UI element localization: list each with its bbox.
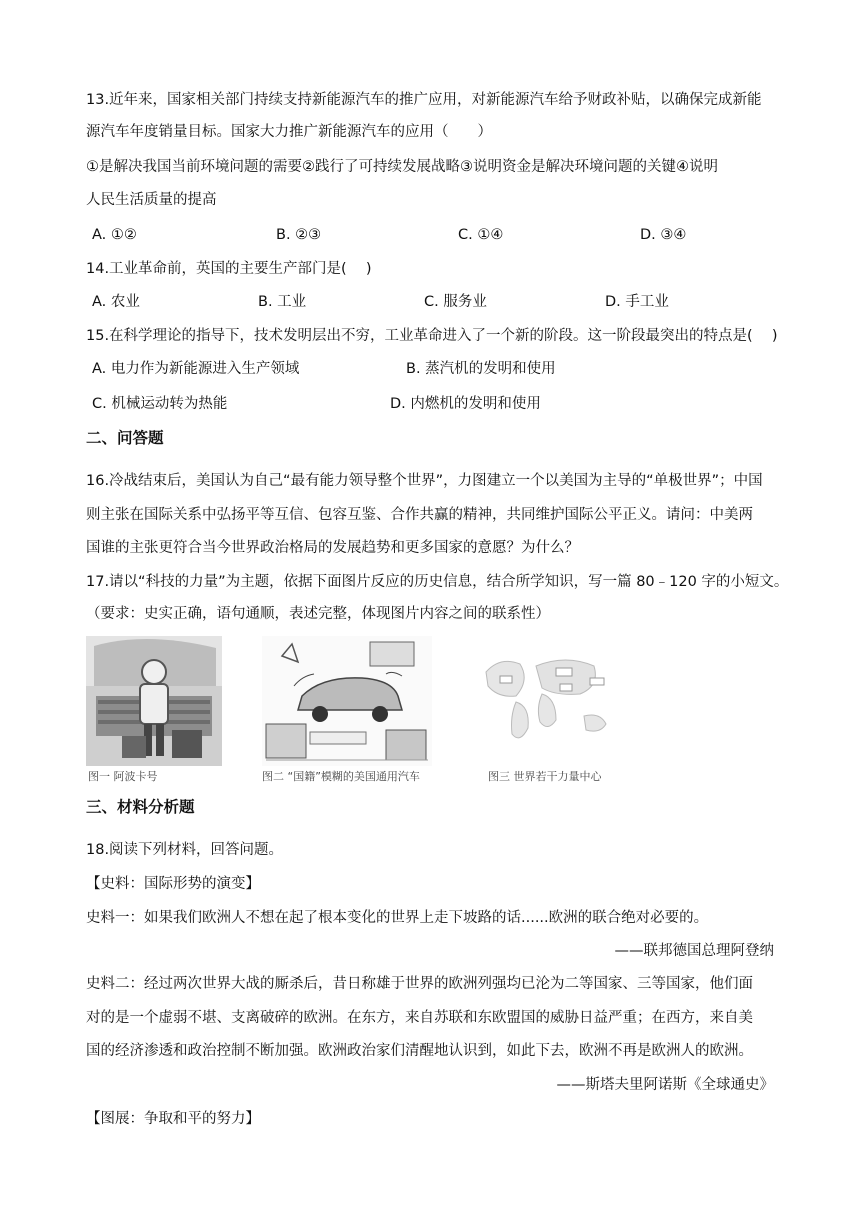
figure-1-caption: 图一 阿波卡号 bbox=[88, 770, 158, 783]
q18-stem: 18.阅读下列材料，回答问题。 bbox=[86, 842, 284, 858]
q13-statements-line1: ①是解决我国当前环境问题的需要②践行了可持续发展战略③说明资金是解决环境问题的关键④说明 bbox=[86, 159, 718, 175]
section-heading-material-analysis: 三、材料分析题 bbox=[86, 798, 195, 816]
figure-1-astronaut-photo bbox=[86, 636, 222, 784]
q18-source-1: 史料一：如果我们欧洲人不想在起了根本变化的世界上走下坡路的话......欧洲的联合绝对必要的。 bbox=[86, 910, 709, 926]
q15-option-a[interactable]: A. 电力作为新能源进入生产领域 bbox=[92, 361, 300, 377]
q14-stem: 14.工业革命前，英国的主要生产部门是( ) bbox=[86, 261, 372, 277]
section-heading-qa: 二、问答题 bbox=[86, 429, 164, 447]
q13-option-d[interactable]: D. ③④ bbox=[640, 227, 687, 243]
q16-stem-line3: 国谁的主张更符合当今世界政治格局的发展趋势和更多国家的意愿？为什么？ bbox=[86, 540, 579, 556]
figure-2-car-diagram bbox=[262, 636, 432, 784]
q18-source-1-attribution: ——联邦德国总理阿登纳 bbox=[614, 943, 774, 959]
figure-3-caption: 图三 世界若干力量中心 bbox=[488, 770, 602, 783]
q18-source-2-line2: 对的是一个虚弱不堪、支离破碎的欧洲。在东方，来自苏联和东欧盟国的威胁日益严重；在西方，来自美 bbox=[86, 1010, 753, 1026]
q15-option-b[interactable]: B. 蒸汽机的发明和使用 bbox=[406, 361, 556, 377]
q18-material-tag-2: 【图展：争取和平的努力】 bbox=[86, 1111, 260, 1127]
figure-2-caption: 图二 “国籍”模糊的美国通用汽车 bbox=[262, 770, 420, 783]
q14-option-d[interactable]: D. 手工业 bbox=[605, 294, 669, 310]
q14-option-b[interactable]: B. 工业 bbox=[258, 294, 307, 310]
q18-source-2-line3: 国的经济渗透和政治控制不断加强。欧洲政治家们清醒地认识到，如此下去，欧洲不再是欧洲人的欧洲。 bbox=[86, 1043, 753, 1059]
q16-stem-line1: 16.冷战结束后，美国认为自己“最有能力领导整个世界”，力图建立一个以美国为主导的“单极世界”；中国 bbox=[86, 473, 763, 489]
q13-stem-line2: 源汽车年度销量目标。国家大力推广新能源汽车的应用（ ） bbox=[86, 124, 492, 140]
q17-stem-line1: 17.请以“科技的力量”为主题，依据下面图片反应的历史信息，结合所学知识，写一篇 80﹣120 字的小短文。 bbox=[86, 574, 789, 590]
q13-statements-line2: 人民生活质量的提高 bbox=[86, 192, 217, 208]
q15-option-c[interactable]: C. 机械运动转为热能 bbox=[92, 396, 228, 412]
q13-option-a[interactable]: A. ①② bbox=[92, 227, 137, 243]
q18-source-2-attribution: ——斯塔夫里阿诺斯《全球通史》 bbox=[556, 1077, 774, 1093]
q15-option-d[interactable]: D. 内燃机的发明和使用 bbox=[390, 396, 541, 412]
q14-option-a[interactable]: A. 农业 bbox=[92, 294, 140, 310]
q13-stem-line1: 13.近年来，国家相关部门持续支持新能源汽车的推广应用，对新能源汽车给予财政补贴，以确保完成新能 bbox=[86, 92, 762, 108]
q18-source-2-line1: 史料二：经过两次世界大战的厮杀后，昔日称雄于世界的欧洲列强均已沦为二等国家、三等国家，他们面 bbox=[86, 976, 753, 992]
figure-3-world-map bbox=[476, 636, 626, 784]
q13-option-b[interactable]: B. ②③ bbox=[276, 227, 322, 243]
q17-stem-line2: （要求：史实正确，语句通顺，表述完整，体现图片内容之间的联系性） bbox=[86, 606, 550, 622]
q15-stem: 15.在科学理论的指导下，技术发明层出不穷，工业革命进入了一个新的阶段。这一阶段最突出的特点是( ) bbox=[86, 328, 778, 344]
q13-option-c[interactable]: C. ①④ bbox=[458, 227, 504, 243]
q14-option-c[interactable]: C. 服务业 bbox=[424, 294, 487, 310]
q18-material-tag-1: 【史料：国际形势的演变】 bbox=[86, 876, 260, 892]
q16-stem-line2: 则主张在国际关系中弘扬平等互信、包容互鉴、合作共赢的精神，共同维护国际公平正义。请问：中美两 bbox=[86, 507, 753, 523]
